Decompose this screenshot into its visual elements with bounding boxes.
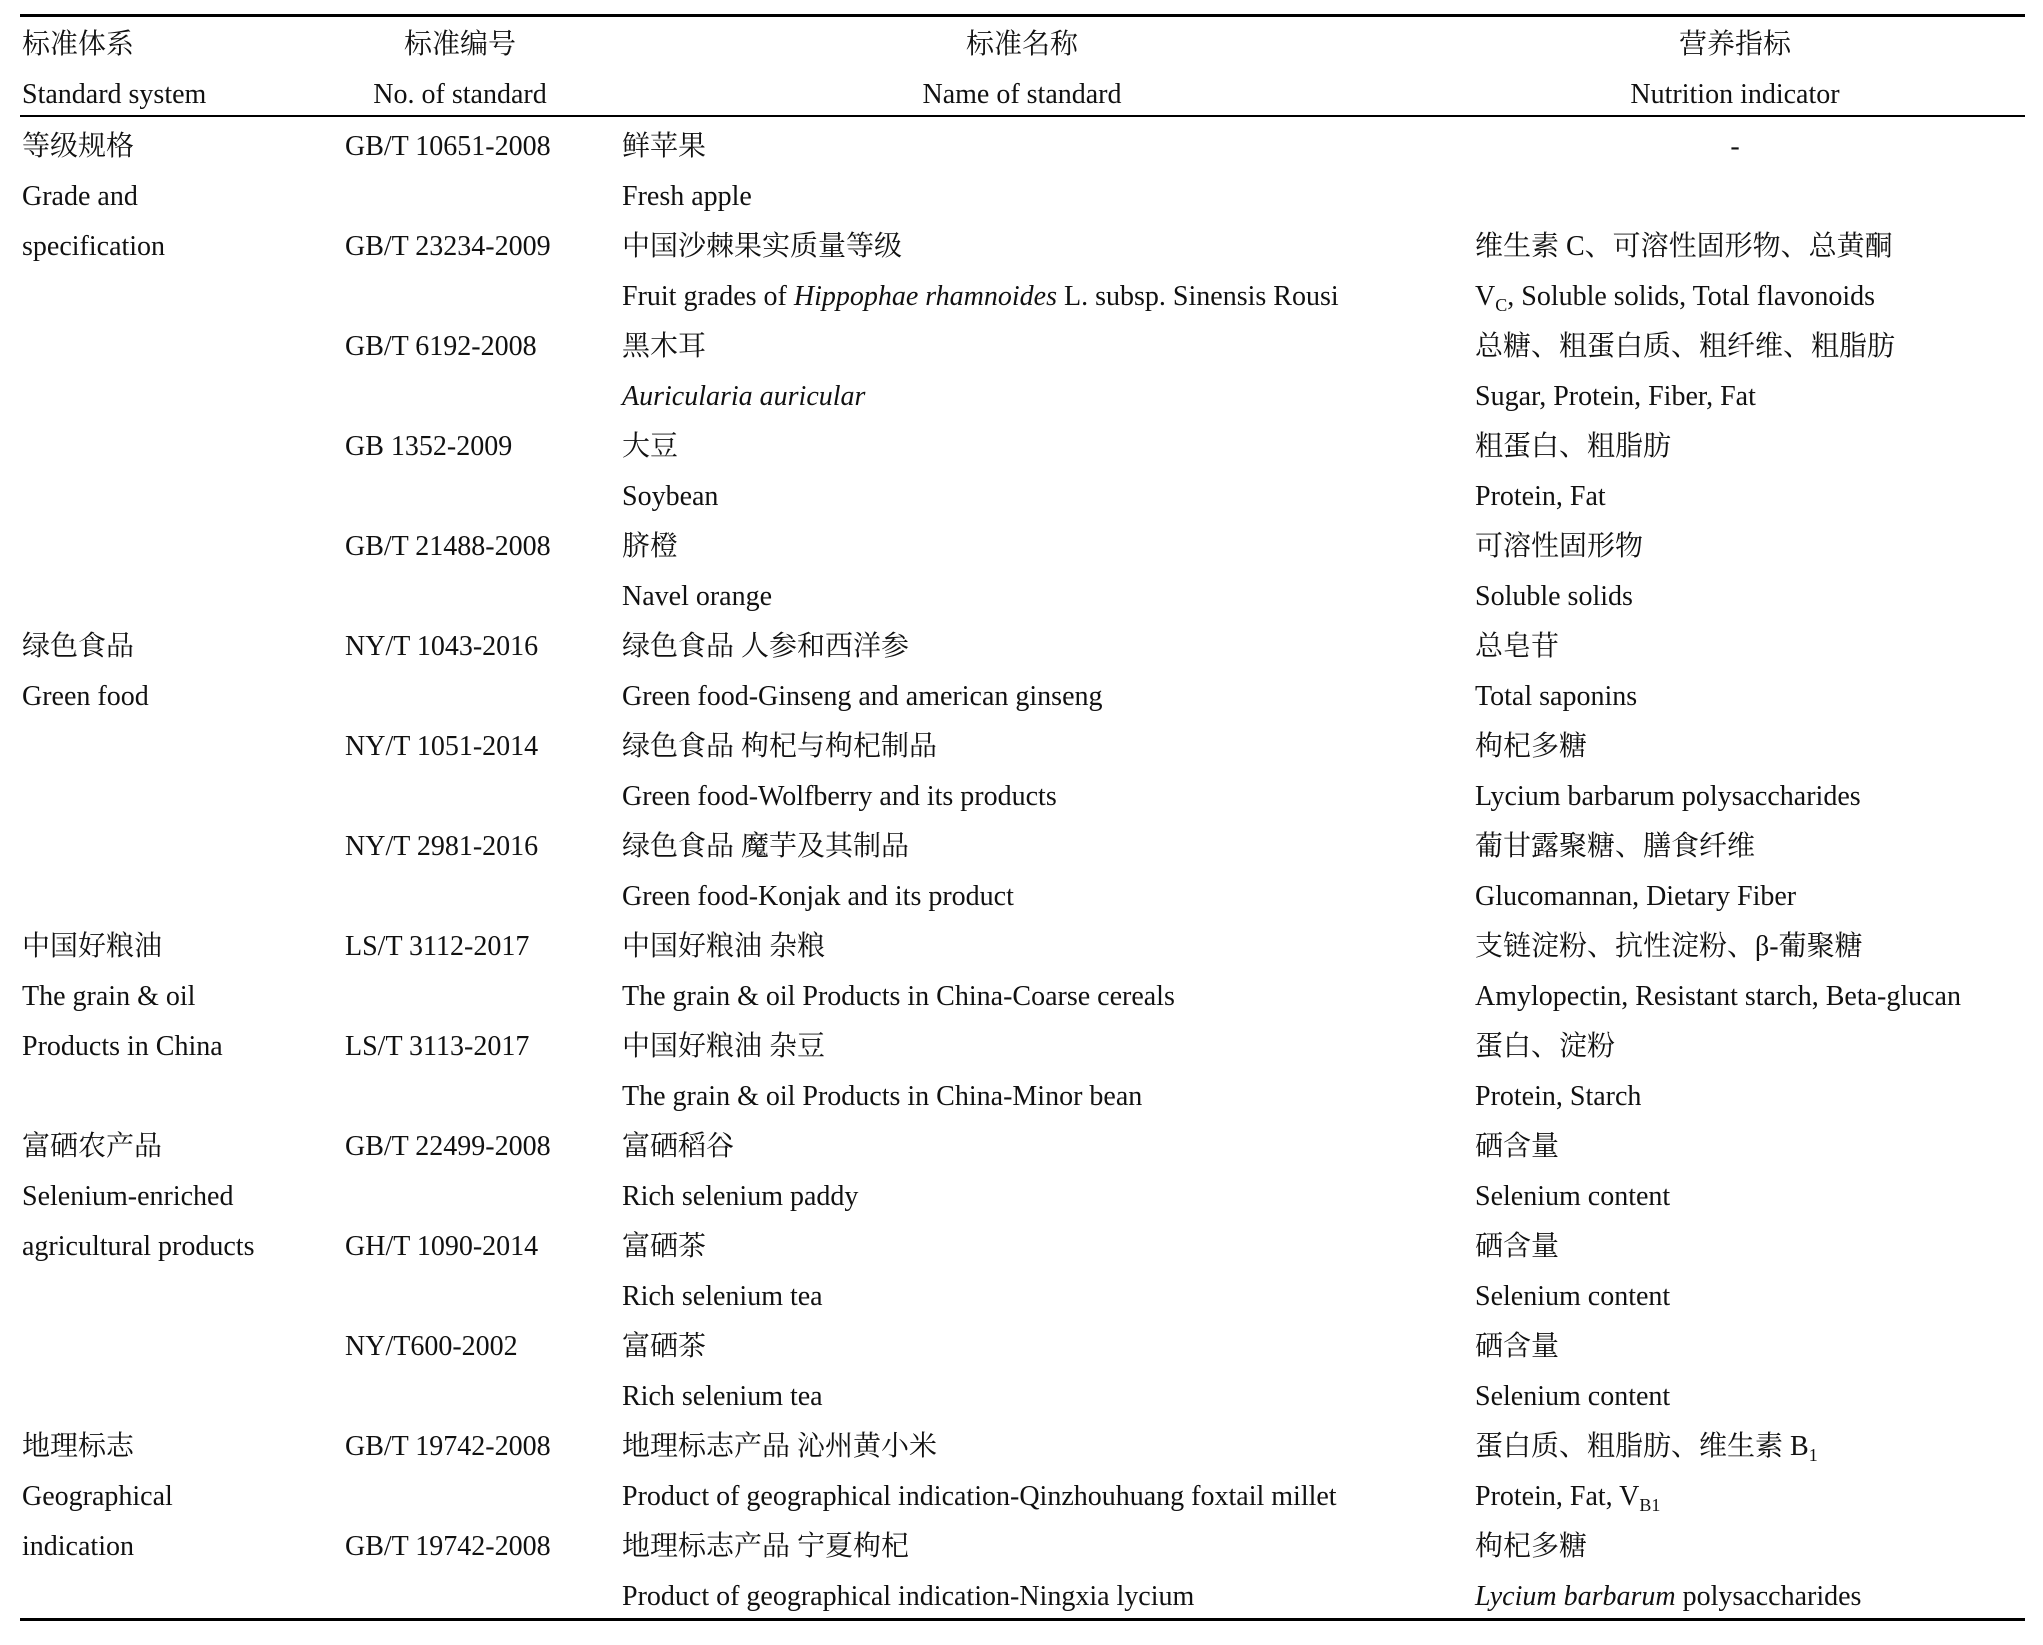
header-name-of-standard-zh: 标准名称	[965, 29, 1078, 60]
table-row	[0, 822, 2043, 872]
standard-system-cell	[22, 772, 342, 822]
table-row	[0, 1072, 2043, 1122]
nutrition-indicator-cell: 总皂苷	[1475, 631, 1560, 662]
standard-number-cell: GB/T 22499-2008	[345, 1131, 551, 1162]
header-nutrition-indicator-zh: 营养指标	[1678, 29, 1791, 60]
standard-name-cell: Green food-Wolfberry and its products	[622, 781, 1057, 812]
header-standard-system-en: Standard system	[22, 79, 207, 110]
nutrition-indicator-cell-part: 蛋白质、粗脂肪、维生素 B	[1475, 1431, 1809, 1462]
table-row	[0, 622, 2043, 672]
standard-number-cell	[345, 1372, 615, 1422]
standard-name-cell-part: Hippophae rhamnoides	[793, 281, 1058, 312]
standard-number-cell: LS/T 3113-2017	[345, 1031, 530, 1062]
table-row	[0, 1422, 2043, 1472]
nutrition-indicator-cell: 支链淀粉、抗性淀粉、β-葡聚糖	[1475, 931, 1863, 962]
standard-system-cell	[22, 322, 342, 372]
nutrition-indicator-cell: 枸杞多糖	[1475, 731, 1588, 762]
standard-name-cell: 富硒稻谷	[622, 1131, 735, 1162]
standard-name-cell: 地理标志产品 沁州黄小米	[622, 1431, 938, 1462]
table-row	[0, 922, 2043, 972]
standard-system-cell: The grain & oil	[22, 981, 196, 1012]
standard-name-cell: 富硒茶	[622, 1231, 707, 1262]
nutrition-indicator-cell: 硒含量	[1475, 1331, 1560, 1362]
standard-number-cell	[345, 1472, 615, 1522]
table-row	[0, 522, 2043, 572]
standard-system-cell	[22, 872, 342, 922]
table-row	[0, 672, 2043, 722]
table-header-rule	[20, 115, 2025, 117]
standard-system-cell: 中国好粮油	[22, 931, 163, 962]
nutrition-indicator-cell: Protein, Fat	[1475, 481, 1606, 512]
table-row	[0, 422, 2043, 472]
standard-number-cell: NY/T600-2002	[345, 1331, 518, 1362]
nutrition-indicator-cell: 硒含量	[1475, 1131, 1560, 1162]
nutrition-indicator-cell	[1475, 1572, 2035, 1622]
standard-number-cell	[345, 472, 615, 522]
standard-name-cell: 黑木耳	[622, 331, 707, 362]
standard-name-cell: 大豆	[622, 431, 679, 462]
standard-system-cell	[22, 722, 342, 772]
table-row	[0, 1522, 2043, 1572]
standard-system-cell	[22, 572, 342, 622]
standard-number-cell	[345, 1172, 615, 1222]
standard-system-cell: 等级规格	[22, 131, 135, 162]
standard-name-cell: Rich selenium tea	[622, 1281, 823, 1312]
table-row	[0, 1572, 2043, 1622]
header-standard-system-zh: 标准体系	[22, 29, 135, 60]
table-row	[0, 322, 2043, 372]
standard-name-cell: 鲜苹果	[622, 131, 707, 162]
standard-name-cell: Product of geographical indication-Ningxia lycium	[622, 1581, 1195, 1612]
nutrition-indicator-cell: Total saponins	[1475, 681, 1638, 712]
standard-name-cell: 脐橙	[622, 531, 679, 562]
standard-number-cell: GH/T 1090-2014	[345, 1231, 539, 1262]
standard-system-cell	[22, 1072, 342, 1122]
standard-system-cell: 富硒农产品	[22, 1131, 163, 1162]
standard-system-cell	[22, 422, 342, 472]
table-row	[0, 1222, 2043, 1272]
table-row	[0, 1122, 2043, 1172]
standard-number-cell: NY/T 1043-2016	[345, 631, 539, 662]
table-row	[0, 222, 2043, 272]
nutrition-indicator-cell: Amylopectin, Resistant starch, Beta-glucan	[1475, 981, 1961, 1012]
nutrition-indicator-cell-part: V	[1475, 281, 1496, 312]
nutrition-indicator-cell-part: Lycium barbarum	[1475, 1581, 1676, 1612]
table-bottom-rule	[20, 1618, 2025, 1621]
standard-number-cell: GB/T 10651-2008	[345, 131, 551, 162]
standard-number-cell: GB/T 19742-2008	[345, 1431, 551, 1462]
standard-number-cell	[345, 1572, 615, 1622]
standard-number-cell: LS/T 3112-2017	[345, 931, 530, 962]
nutrition-indicator-cell-part: C	[1495, 295, 1508, 315]
nutrition-indicator-cell: Glucomannan, Dietary Fiber	[1475, 881, 1797, 912]
nutrition-indicator-cell: 蛋白、淀粉	[1475, 1031, 1616, 1062]
standard-system-cell: Products in China	[22, 1031, 223, 1062]
standard-system-cell	[22, 522, 342, 572]
standard-name-cell: 中国好粮油 杂豆	[622, 1031, 826, 1062]
nutrition-indicator-cell: Sugar, Protein, Fiber, Fat	[1475, 381, 1756, 412]
nutrition-indicator-cell: Lycium barbarum polysaccharides	[1475, 781, 1861, 812]
standard-system-cell: 绿色食品	[22, 631, 135, 662]
table-row	[0, 1472, 2043, 1522]
standard-system-cell: 地理标志	[22, 1431, 135, 1462]
standard-system-cell: Selenium-enriched	[22, 1181, 234, 1212]
standard-name-cell	[622, 272, 1452, 322]
standard-number-cell	[345, 1272, 615, 1322]
header-no-of-standard-en: No. of standard	[373, 79, 547, 110]
standard-number-cell	[345, 772, 615, 822]
standard-system-cell: Green food	[22, 681, 149, 712]
standard-name-cell: The grain & oil Products in China-Minor bean	[622, 1081, 1143, 1112]
nutrition-indicator-cell	[1475, 172, 2035, 222]
standard-number-cell: GB/T 19742-2008	[345, 1531, 551, 1562]
nutrition-indicator-cell: 硒含量	[1475, 1231, 1560, 1262]
nutrition-indicator-cell: 葡甘露聚糖、膳食纤维	[1475, 831, 1756, 862]
table-row	[0, 772, 2043, 822]
nutrition-indicator-cell-part: , Soluble solids, Total flavonoids	[1507, 281, 1875, 312]
standard-number-cell	[345, 972, 615, 1022]
standard-system-cell	[22, 272, 342, 322]
table-row	[0, 572, 2043, 622]
standard-name-cell: Navel orange	[622, 581, 773, 612]
table-body	[0, 122, 2043, 1622]
standard-system-cell	[22, 472, 342, 522]
nutrition-indicator-cell: Selenium content	[1475, 1181, 1671, 1212]
standard-number-cell	[345, 372, 615, 422]
standard-system-cell: indication	[22, 1531, 134, 1562]
standard-system-cell: Grade and	[22, 181, 138, 212]
standard-number-cell	[345, 172, 615, 222]
table-row	[0, 172, 2043, 222]
table-top-rule	[20, 14, 2025, 17]
standard-name-cell: Green food-Konjak and its product	[622, 881, 1014, 912]
table-row	[0, 1172, 2043, 1222]
nutrition-indicator-cell: 维生素 C、可溶性固形物、总黄酮	[1475, 231, 1893, 262]
standard-name-cell: 地理标志产品 宁夏枸杞	[622, 1531, 910, 1562]
standard-system-cell	[22, 1322, 342, 1372]
standard-number-cell: GB/T 23234-2009	[345, 231, 551, 262]
standard-system-cell: agricultural products	[22, 1231, 255, 1262]
table-row	[0, 272, 2043, 322]
standard-number-cell	[345, 1072, 615, 1122]
table-row	[0, 122, 2043, 172]
nutrition-indicator-cell	[1475, 1472, 2035, 1522]
nutrition-indicator-cell: Selenium content	[1475, 1381, 1671, 1412]
standard-number-cell	[345, 672, 615, 722]
standard-system-cell: Geographical	[22, 1481, 173, 1512]
nutrition-indicator-cell: 枸杞多糖	[1475, 1531, 1588, 1562]
standard-name-cell: Soybean	[622, 481, 719, 512]
table-row	[0, 972, 2043, 1022]
nutrition-indicator-cell: 粗蛋白、粗脂肪	[1475, 431, 1672, 462]
table-row	[0, 1372, 2043, 1422]
standard-system-cell	[22, 372, 342, 422]
standard-name-cell: Product of geographical indication-Qinzhouhuang foxtail millet	[622, 1481, 1337, 1512]
nutrition-indicator-cell-part: Protein, Fat, V	[1475, 1481, 1640, 1512]
nutrition-indicator-cell	[1475, 1422, 2035, 1472]
standard-name-cell: 富硒茶	[622, 1331, 707, 1362]
nutrition-indicator-cell	[1475, 272, 2035, 322]
standard-number-cell: GB/T 6192-2008	[345, 331, 537, 362]
standard-number-cell: NY/T 2981-2016	[345, 831, 539, 862]
standard-name-cell: The grain & oil Products in China-Coarse cereals	[622, 981, 1175, 1012]
nutrition-indicator-cell: Protein, Starch	[1475, 1081, 1642, 1112]
standard-name-cell-part: L. subsp. Sinensis Rousi	[1057, 281, 1339, 312]
standard-name-cell: Green food-Ginseng and american ginseng	[622, 681, 1103, 712]
standard-name-cell-part: Fruit grades of	[622, 281, 794, 312]
standard-name-cell	[622, 372, 1452, 422]
standard-name-cell: Rich selenium paddy	[622, 1181, 859, 1212]
standard-number-cell: GB/T 21488-2008	[345, 531, 551, 562]
standard-name-cell: Rich selenium tea	[622, 1381, 823, 1412]
table-row	[0, 1322, 2043, 1372]
standard-system-cell: specification	[22, 231, 166, 262]
standard-name-cell: 中国沙棘果实质量等级	[622, 231, 903, 262]
nutrition-indicator-cell: 可溶性固形物	[1475, 531, 1644, 562]
standard-name-cell: 中国好粮油 杂粮	[622, 931, 826, 962]
standard-number-cell	[345, 272, 615, 322]
standard-name-cell-part: Auricularia auricular	[622, 381, 866, 412]
header-name-of-standard-en: Name of standard	[922, 79, 1122, 110]
nutrition-indicator-cell-part: polysaccharides	[1675, 1581, 1862, 1612]
table-row	[0, 1272, 2043, 1322]
header-nutrition-indicator-en: Nutrition indicator	[1630, 79, 1840, 110]
table-row	[0, 372, 2043, 422]
standard-name-cell: 绿色食品 人参和西洋参	[622, 631, 910, 662]
standard-name-cell: Fresh apple	[622, 181, 752, 212]
standard-number-cell	[345, 572, 615, 622]
standard-system-cell	[22, 1572, 342, 1622]
nutrition-indicator-cell-part: 1	[1808, 1445, 1818, 1465]
nutrition-indicator-cell-part: B1	[1639, 1495, 1661, 1515]
standard-number-cell: GB 1352-2009	[345, 431, 513, 462]
standard-system-cell	[22, 1372, 342, 1422]
header-no-of-standard-zh: 标准编号	[403, 29, 516, 60]
table-row	[0, 872, 2043, 922]
standard-name-cell: 绿色食品 魔芋及其制品	[622, 831, 910, 862]
standard-system-cell	[22, 822, 342, 872]
standard-number-cell: NY/T 1051-2014	[345, 731, 539, 762]
nutrition-indicator-cell: Soluble solids	[1475, 581, 1633, 612]
standard-number-cell	[345, 872, 615, 922]
nutrition-indicator-cell: Selenium content	[1475, 1281, 1671, 1312]
table-row	[0, 472, 2043, 522]
nutrition-indicator-cell: 总糖、粗蛋白质、粗纤维、粗脂肪	[1475, 331, 1896, 362]
standard-name-cell: 绿色食品 枸杞与枸杞制品	[622, 731, 938, 762]
standard-system-cell	[22, 1272, 342, 1322]
nutrition-indicator-cell: -	[1730, 131, 1740, 162]
table-row	[0, 722, 2043, 772]
table-row	[0, 1022, 2043, 1072]
